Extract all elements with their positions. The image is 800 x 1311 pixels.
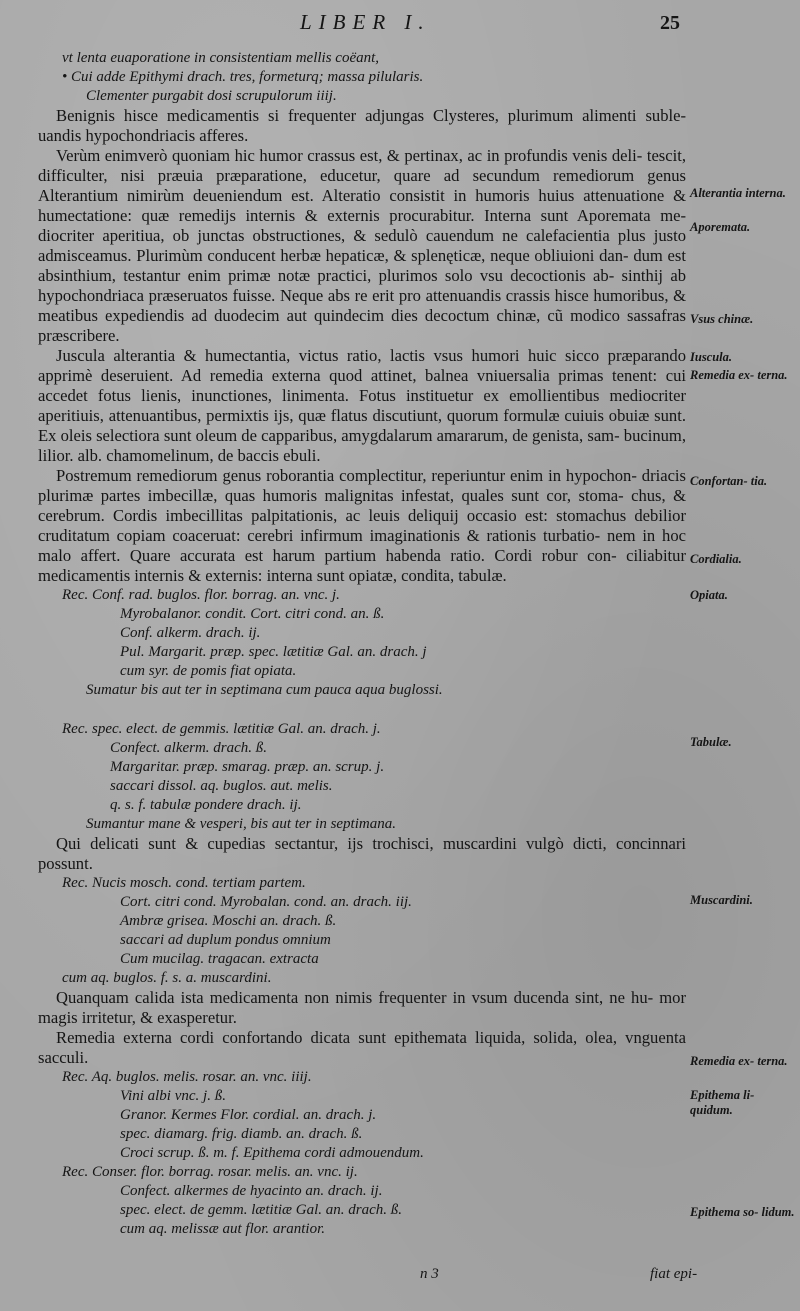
recipe-line: Rec. Conser. flor. borrag. rosar. melis. an. vnc. ij. bbox=[62, 1164, 358, 1180]
recipe-line: Pul. Margarit. præp. spec. lætitiæ Gal. an. drach. j bbox=[120, 644, 427, 660]
recipe-line: Margaritar. præp. smarag. præp. an. scrup. j. bbox=[110, 759, 385, 775]
margin-note: Epithema li- quidum. bbox=[690, 1088, 755, 1117]
paragraph: Quanquam calida ista medicamenta non nimis frequenter in vsum ducenda sint, ne hu- mor magis irritetur, & exasperetur. bbox=[38, 988, 686, 1027]
recipe-line: spec. diamarg. frig. diamb. an. drach. ß. bbox=[120, 1126, 363, 1142]
margin-note: Epithema so- lidum. bbox=[690, 1205, 795, 1219]
recipe-line: Rec. Conf. rad. buglos. flor. borrag. an. vnc. j. bbox=[62, 587, 340, 603]
recipe-line: Ambræ grisea. Moschi an. drach. ß. bbox=[120, 913, 337, 929]
recipe-line: Sumantur mane & vesperi, bis aut ter in septimana. bbox=[86, 816, 396, 832]
signature-mark: n 3 bbox=[420, 1266, 439, 1282]
margin-note: Cordialia. bbox=[690, 552, 742, 566]
margin-note: Vsus chinæ. bbox=[690, 312, 754, 326]
recipe-line: Confect. alkerm. drach. ß. bbox=[110, 740, 268, 756]
running-title: LIBER I. bbox=[300, 10, 431, 34]
recipe-line: Myrobalanor. condit. Cort. citri cond. an. ß. bbox=[120, 606, 385, 622]
recipe-line: Cort. citri cond. Myrobalan. cond. an. drach. iij. bbox=[120, 894, 412, 910]
recipe-line: Sumatur bis aut ter in septimana cum pauca aqua buglossi. bbox=[86, 682, 443, 698]
recipe-line: Croci scrup. ß. m. f. Epithema cordi admouendum. bbox=[120, 1145, 424, 1161]
recipe-line: Rec. Nucis mosch. cond. tertiam partem. bbox=[62, 875, 306, 891]
recipe-line: spec. elect. de gemm. lætitiæ Gal. an. drach. ß. bbox=[120, 1202, 403, 1218]
recipe-line: saccari ad duplum pondus omnium bbox=[120, 932, 331, 948]
recipe-line: • Cui adde Epithymi drach. tres, formeturq; massa pilularis. bbox=[62, 69, 424, 85]
margin-note: Opiata. bbox=[690, 588, 728, 602]
margin-note: Confortan- tia. bbox=[690, 474, 768, 488]
recipe-line: Rec. Aq. buglos. melis. rosar. an. vnc. iiij. bbox=[62, 1069, 312, 1085]
margin-note: Muscardini. bbox=[690, 893, 753, 907]
margin-note: Tabulæ. bbox=[690, 735, 732, 749]
recipe-line: Conf. alkerm. drach. ij. bbox=[120, 625, 261, 641]
recipe-line: Cum mucilag. tragacan. extracta bbox=[120, 951, 319, 967]
recipe-line: q. s. f. tabulæ pondere drach. ij. bbox=[110, 797, 302, 813]
recipe-line: cum aq. buglos. f. s. a. muscardini. bbox=[62, 970, 272, 986]
recipe-line: Confect. alkermes de hyacinto an. drach. ij. bbox=[120, 1183, 383, 1199]
recipe-line: Clementer purgabit dosi scrupulorum iiij. bbox=[86, 88, 337, 104]
margin-note: Alterantia interna. bbox=[690, 186, 786, 200]
paragraph: Verùm enimverò quoniam hic humor crassus est, & pertinax, ac in profundis venis deli- tescit, difficulter, nisi præuia præparatione, educetur, quare ad secundum remediorum genus Alterantium nimirùm deueniendum est. Alteratio consistit in humoris huius attenuatione & humectatione: quæ remedijs internis & externis procurabitur. Interna sunt Aporemata me- diocriter aperitiua, ob junctas obstructiones, & sedulò cauendum ne calefacientia plus justo admisceamus. Plurimùm conducent herbæ hepaticæ, & splenęticæ, neque obliuioni dan- dum est absinthium, testantur enim primæ notæ practici, plurimos solo vsu decoctionis ab- sinthij ab hypochondriaca præseruatos fuisse. Neque abs re erit pro attenuandis crassis hisce humoribus, & meatibus expediendis ad duodecim aut quindecim dies decoctum chinæ, cũ modico sassafras præscribere. bbox=[38, 146, 686, 345]
recipe-line: Rec. spec. elect. de gemmis. lætitiæ Gal. an. drach. j. bbox=[62, 721, 381, 737]
recipe-line: cum syr. de pomis fiat opiata. bbox=[120, 663, 297, 679]
recipe-line: saccari dissol. aq. buglos. aut. melis. bbox=[110, 778, 333, 794]
paragraph: Qui delicati sunt & cupedias sectantur, ijs trochisci, muscardini vulgò dicti, concinnari possunt. bbox=[38, 834, 686, 873]
margin-note: Remedia ex- terna. bbox=[690, 368, 788, 382]
catchword: fiat epi- bbox=[650, 1266, 698, 1282]
margin-note: Aporemata. bbox=[690, 220, 751, 234]
paragraph: Juscula alterantia & humectantia, victus ratio, lactis vsus humori huic sicco præparando apprimè deseruient. Ad remedia externa quod attinet, balnea vniuersalia primas tenent: cui accedet fotus lienis, inunctiones, linimenta. Fotus instituetur ex emollientibus mediocriter aperitiuis, attenuantibus, permixtis ijs, quæ flatus discutiunt, quorum formulæ cuiuis obuiæ sunt. Ex oleis selectiora sunt oleum de capparibus, amygdalarum amararum, de genista, sam- bucinum, lilior. alb. chamomelinum, de baccis ebuli. bbox=[38, 346, 686, 465]
margin-note: Iuscula. bbox=[690, 350, 733, 364]
paragraph: Benignis hisce medicamentis si frequenter adjungas Clysteres, plurimum alimenti suble- uandis hypochondriacis afferes. bbox=[38, 106, 686, 145]
recipe-line: vt lenta euaporatione in consistentiam mellis coëant, bbox=[62, 50, 380, 66]
recipe-line: Granor. Kermes Flor. cordial. an. drach. j. bbox=[120, 1107, 377, 1123]
recipe-line: Vini albi vnc. j. ß. bbox=[120, 1088, 226, 1104]
recipe-line: cum aq. melissæ aut flor. arantior. bbox=[120, 1221, 326, 1237]
page-number: 25 bbox=[660, 12, 680, 34]
paragraph: Postremum remediorum genus roborantia complectitur, reperiuntur enim in hypochon- driacis plurimæ partes imbecillæ, quas humoris malignitas infestat, quales sunt cor, stoma- chus, & cerebrum. Cordis imbecillitas palpitationis, ac leuis deliquij occasio est: stomachus debilior cruditatum copiam coaceruat: cerebri infirmum imaginationis & rationis turbatio- nem in hoc malo affert. Quare accurata est harum partium habenda ratio. Cordi robur con- ciliabitur medicamentis internis & externis: interna sunt opiatæ, condita, tabulæ. bbox=[38, 466, 686, 585]
paragraph: Remedia externa cordi confortando dicata sunt epithemata liquida, solida, olea, vnguenta sacculi. bbox=[38, 1028, 686, 1067]
margin-note: Remedia ex- terna. bbox=[690, 1054, 788, 1068]
